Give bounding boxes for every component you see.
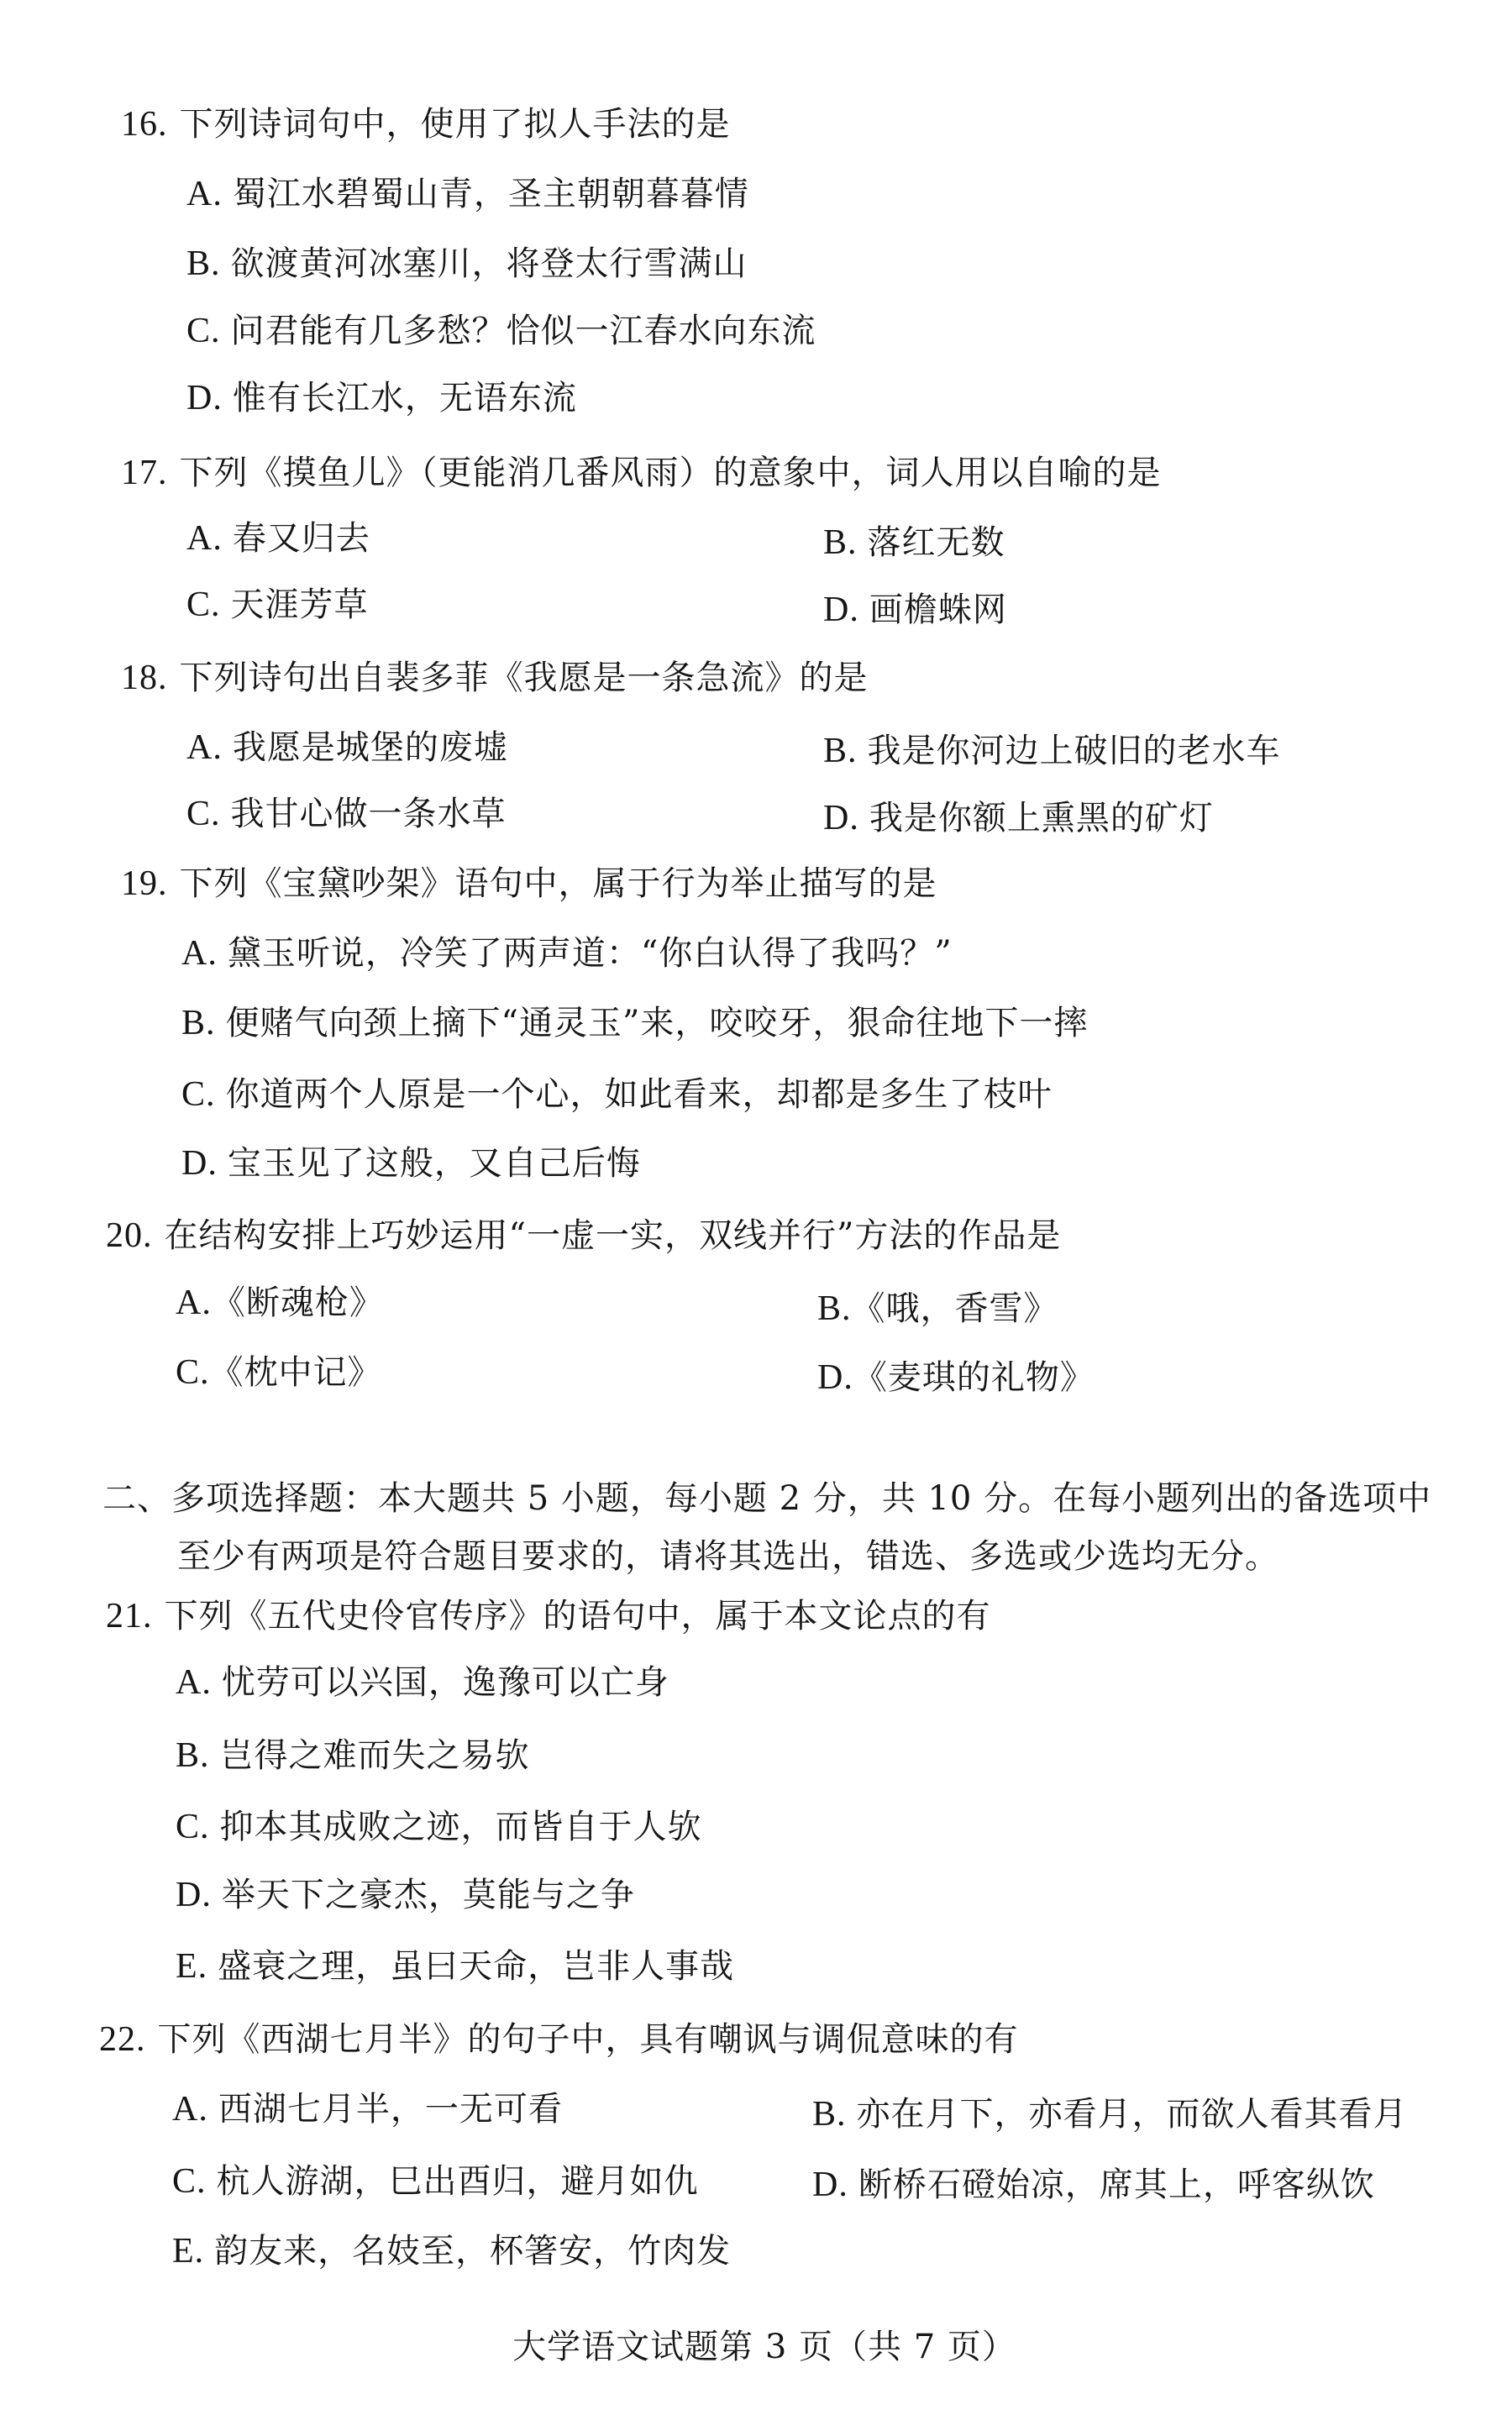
option-text: 西湖七月半，一无可看 [218,2090,563,2129]
question-19-option-c [181,1074,1053,1115]
question-22-option-c [172,2161,699,2202]
option-text: 《断魂枪》 [211,1284,384,1322]
option-text: 亦在月下，亦看月，而欲人看其看月 [856,2095,1408,2134]
option-letter: B. [812,2095,847,2134]
option-text: 忧劳可以兴国，逸豫可以亡身 [221,1663,669,1702]
option-letter: B. [817,1289,852,1328]
question-20-stem [106,1215,1061,1256]
question-22-stem [99,2019,1019,2060]
option-text: 我愿是城堡的废墟 [232,728,508,767]
option-letter: D. [817,1358,853,1397]
question-19-option-a [181,933,953,974]
option-text: 《麦琪的礼物》 [853,1358,1095,1397]
question-22-option-b [812,2094,1408,2134]
option-letter: A. [176,1663,212,1702]
question-16-option-c [186,311,816,351]
option-text: 杭人游湖，巳出酉归，避月如仇 [216,2162,699,2201]
question-21-option-c [176,1807,702,1847]
question-22-option-e [172,2231,731,2271]
option-letter: C. [172,2162,207,2201]
option-letter: C. [186,312,221,350]
question-text: 在结构安排上巧妙运用“一虚一实，双线并行”方法的作品是 [164,1216,1062,1255]
question-text: 下列诗句出自裴多菲《我愿是一条急流》的是 [179,659,869,697]
option-text: 盛衰之理，虽曰天命，岂非人事哉 [218,1947,735,1986]
option-letter: D. [181,1144,218,1183]
option-letter: E. [172,2232,205,2271]
question-20-option-a [176,1283,384,1323]
option-letter: A. [172,2090,208,2129]
question-19-option-d [181,1143,641,1184]
question-16-stem [121,104,731,144]
question-19-option-b [181,1003,1088,1043]
question-21-option-a [176,1662,669,1703]
option-text: 举天下之豪杰，莫能与之争 [221,1876,635,1914]
option-letter: C. [186,795,221,833]
question-text: 下列《五代史伶官传序》的语句中，属于本文论点的有 [164,1597,991,1635]
option-letter: B. [823,523,858,562]
question-number: 17. [121,454,168,492]
question-text: 下列诗词句中，使用了拟人手法的是 [179,105,731,144]
option-text: 抑本其成败之迹，而皆自于人欤 [219,1808,702,1846]
page-footer: 大学语文试题第 3 页（共 7 页） [512,2328,1016,2366]
option-letter: D. [176,1876,212,1914]
option-text: 落红无数 [867,523,1005,562]
question-22-option-a [172,2089,563,2129]
option-letter: E. [176,1947,208,1986]
section-2-heading: 二、多项选择题：本大题共 5 小题，每小题 2 分，共 10 分。在每小题列出的备选项中 [102,1479,1432,1518]
option-letter: B. [823,732,858,770]
question-17-stem [121,453,1162,493]
option-text: 春又归去 [232,519,370,558]
option-letter: D. [812,2166,848,2204]
question-16-option-b [186,244,748,284]
option-letter: A. [186,728,223,767]
question-18-option-a [186,727,508,768]
question-18-option-d [823,798,1214,838]
option-letter: D. [823,591,859,629]
question-number: 18. [121,659,168,697]
question-17-option-a [186,518,370,559]
question-20-option-c [176,1352,382,1393]
question-17-option-c [186,585,369,625]
question-21-stem [106,1596,991,1636]
question-20-option-b [817,1289,1058,1329]
question-number: 19. [121,864,168,903]
option-letter: D. [186,379,223,417]
question-17-option-b [823,522,1005,563]
question-text: 下列《宝黛吵架》语句中，属于行为举止描写的是 [179,864,937,903]
section-2-instructions: 至少有两项是符合题目要求的，请将其选出，错选、多选或少选均无分。 [177,1537,1279,1576]
question-16-option-a [186,174,749,214]
question-number: 20. [106,1216,153,1255]
option-letter: D. [823,799,859,837]
option-letter: A. [181,934,218,973]
option-text: 你道两个人原是一个心，如此看来，却都是多生了枝叶 [225,1075,1053,1114]
question-18-stem [121,658,869,698]
option-text: 我甘心做一条水草 [230,795,507,833]
option-text: 我是你额上熏黑的矿灯 [869,799,1214,837]
question-21-option-d [176,1875,635,1915]
option-text: 断桥石磴始凉，席其上，呼客纵饮 [858,2166,1375,2204]
option-text: 黛玉听说，冷笑了两声道：“你白认得了我吗？” [227,934,953,973]
option-letter: B. [186,244,221,283]
option-text: 岂得之难而失之易欤 [219,1736,530,1775]
option-letter: A. [176,1284,212,1322]
option-text: 韵友来，名妓至，杯箸安，竹肉发 [214,2232,732,2271]
option-letter: B. [176,1736,210,1775]
question-18-option-c [186,794,507,834]
question-16-option-d [186,378,577,418]
option-text: 问君能有几多愁？恰似一江春水向东流 [230,312,816,350]
option-letter: C. [176,1353,210,1392]
question-text: 下列《西湖七月半》的句子中，具有嘲讽与调侃意味的有 [157,2020,1019,2059]
question-18-option-b [823,731,1281,771]
option-text: 我是你河边上破旧的老水车 [867,732,1281,770]
option-letter: C. [176,1808,210,1846]
question-21-option-b [176,1735,530,1776]
question-20-option-d [817,1357,1095,1398]
question-number: 22. [99,2020,146,2059]
option-text: 惟有长江水，无语东流 [232,379,577,417]
option-text: 宝玉见了这般，又自己后悔 [227,1144,641,1183]
question-17-option-d [823,590,1007,630]
option-letter: A. [186,519,223,558]
question-21-option-e [176,1946,734,1987]
option-text: 画檐蛛网 [869,591,1007,629]
option-letter: A. [186,175,223,213]
question-number: 21. [106,1597,153,1635]
option-letter: C. [186,585,221,624]
option-text: 《哦，香雪》 [851,1289,1058,1328]
question-number: 16. [121,105,168,144]
option-letter: C. [181,1075,216,1114]
option-text: 蜀江水碧蜀山青，圣主朝朝暮暮情 [232,175,749,213]
option-text: 便赌气向颈上摘下“通灵玉”来，咬咬牙，狠命往地下一摔 [225,1004,1089,1042]
question-22-option-d [812,2165,1375,2205]
question-text: 下列《摸鱼儿》（更能消几番风雨）的意象中，词人用以自喻的是 [179,454,1162,492]
option-text: 天涯芳草 [230,585,369,624]
question-19-stem [121,864,937,904]
option-text: 《枕中记》 [209,1353,382,1392]
option-letter: B. [181,1004,216,1042]
option-text: 欲渡黄河冰塞川，将登太行雪满山 [230,244,748,283]
